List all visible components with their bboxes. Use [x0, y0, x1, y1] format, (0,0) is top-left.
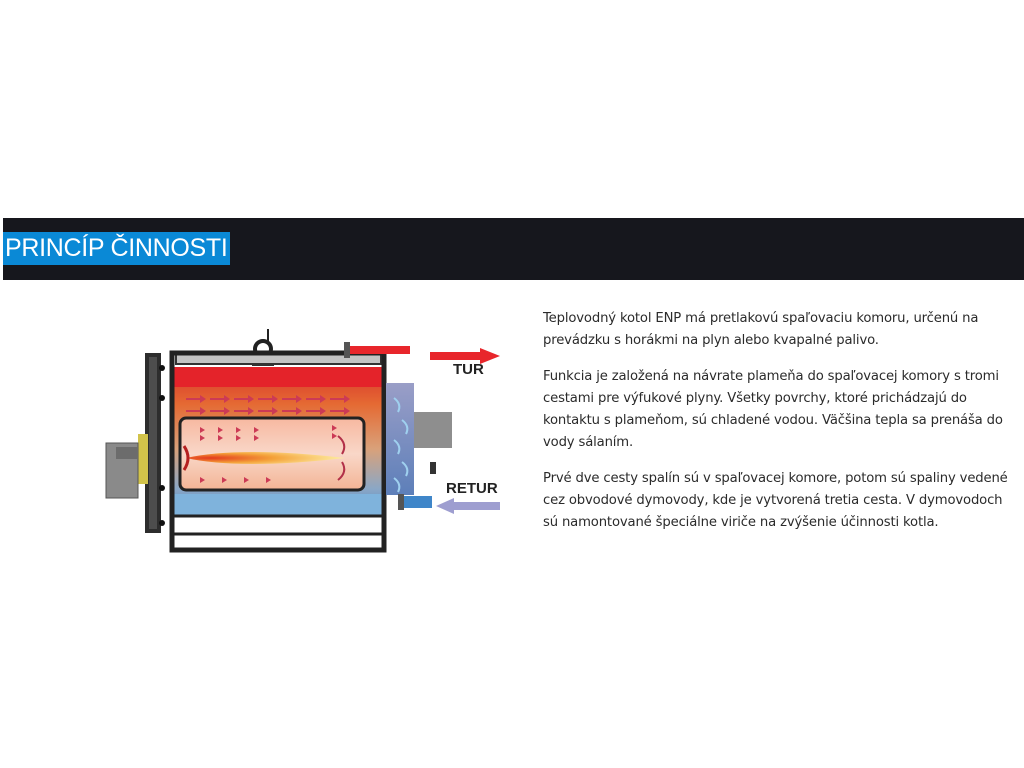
description-paragraph-1: Teplovodný kotol ENP má pretlakovú spaľovaciu komoru, určenú na prevádzku s horákmi na plyn alebo kvapalné palivo.: [543, 311, 979, 348]
description-paragraph-3: Prvé dve cesty spalín sú v spaľovacej komore, potom sú spaliny vedené cez obvodové dymovody, kde je vytvorená tretia cesta. V dymovodoch sú namontované špeciálne viriče na zvýšenie účinnosti kotla.: [543, 471, 1008, 530]
return-label: RETUR: [446, 480, 498, 497]
burner: [106, 434, 148, 498]
flow-label: TUR: [453, 361, 484, 378]
combustion-chamber: [180, 418, 364, 490]
return-pipe: [398, 494, 500, 514]
description-paragraph-2: Funkcia je založená na návrate plameňa do spaľovacej komory s tromi cestami pre výfukové plyny. Všetky povrchy, ktoré prichádzajú do kontaktu s plameňom, sú chladené vodou. Väčšina tepla sa prenáša do vody sálaním.: [543, 369, 1003, 450]
section-title: PRINCÍP ČINNOSTI: [3, 232, 230, 265]
description: [543, 308, 1015, 548]
rear-smoke-box: [386, 383, 452, 495]
boiler-diagram: [100, 328, 510, 556]
